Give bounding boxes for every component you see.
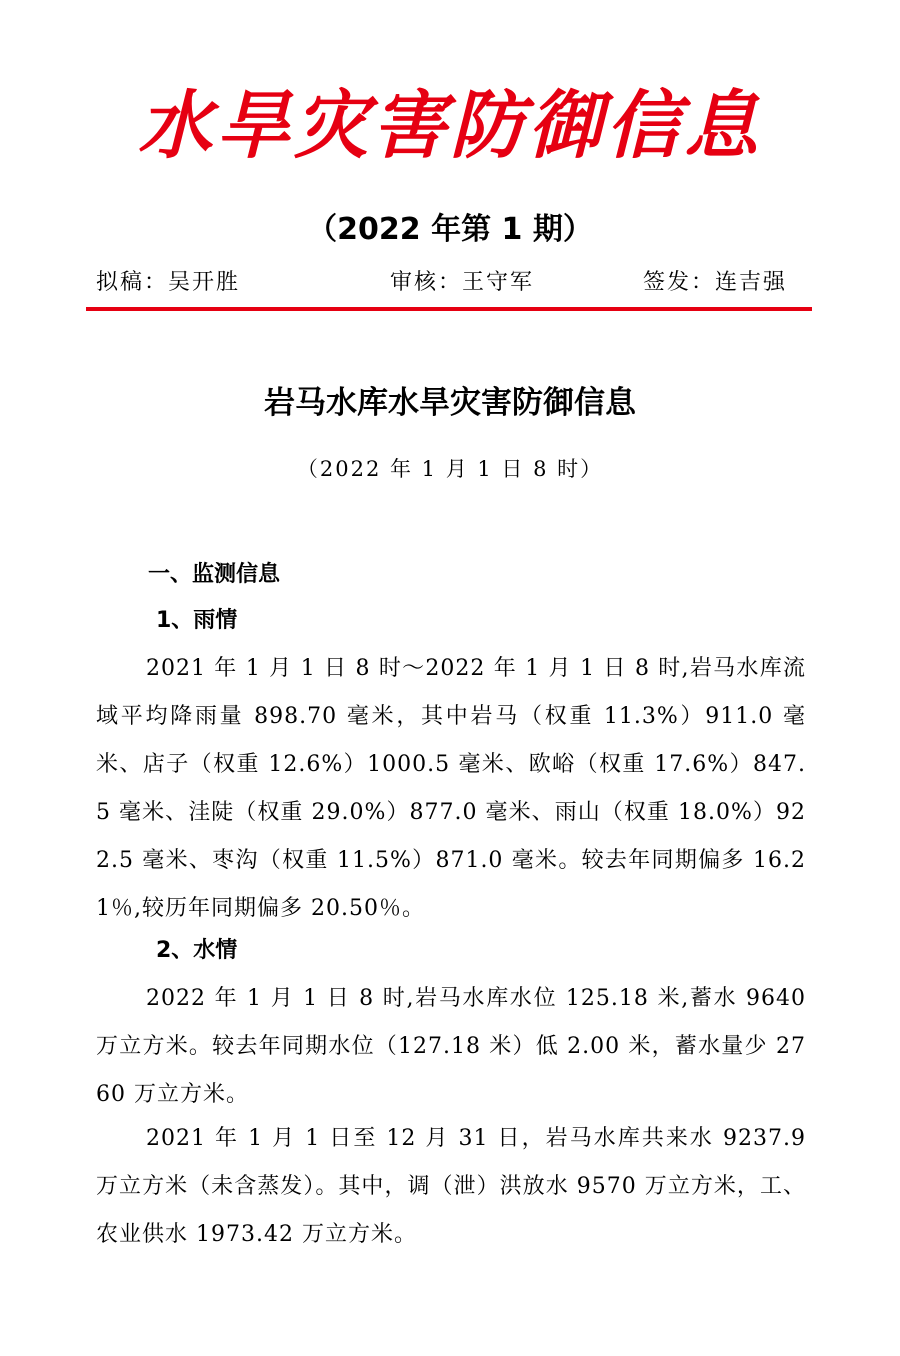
document-title: 岩马水库水旱灾害防御信息 (264, 385, 636, 421)
reviewer-label: 审核：王守军 (390, 270, 535, 295)
header-divider (86, 307, 812, 311)
paragraph-water-inflow: 2021 年 1 月 1 日至 12 月 31 日，岩马水库共来水 9237.9 万立方米（未含蒸发）。其中，调（泄）洪放水 9570 万立方米，工、农业供水 1973.42 万立方米。 (96, 1126, 806, 1247)
paragraph-rain: 2021 年 1 月 1 日 8 时～2022 年 1 月 1 日 8 时,岩马水库流域平均降雨量 898.70 毫米，其中岩马（权重 11.3%）911.0 毫米、店子（权重 12.6%）1000.5 毫米、欧峪（权重 17.6%）847.5 毫米、洼陡（权重 29.0%）877.0 毫米、雨山（权重 18.0%）922.5 毫米、枣沟（权重 11.5%）871.0 毫米。较去年同期偏多 16.21％,较历年同期偏多 20.50％。 (96, 656, 806, 921)
paragraph-water-level: 2022 年 1 月 1 日 8 时,岩马水库水位 125.18 米,蓄水 9640 万立方米。较去年同期水位（127.18 米）低 2.00 米，蓄水量少 2760 万立方米。 (96, 986, 806, 1107)
subheading-rain: 1、雨情 (156, 608, 238, 633)
masthead-title: 水旱灾害防御信息 (138, 83, 762, 169)
issuer-label: 签发：连吉强 (643, 270, 788, 295)
section-heading-monitoring: 一、监测信息 (148, 562, 281, 587)
drafter-label: 拟稿：吴开胜 (96, 270, 241, 295)
document-time: （2022 年 1 月 1 日 8 时） (296, 457, 604, 481)
subheading-water: 2、水情 (156, 938, 238, 963)
issue-number: （2022 年第 1 期） (307, 212, 593, 247)
